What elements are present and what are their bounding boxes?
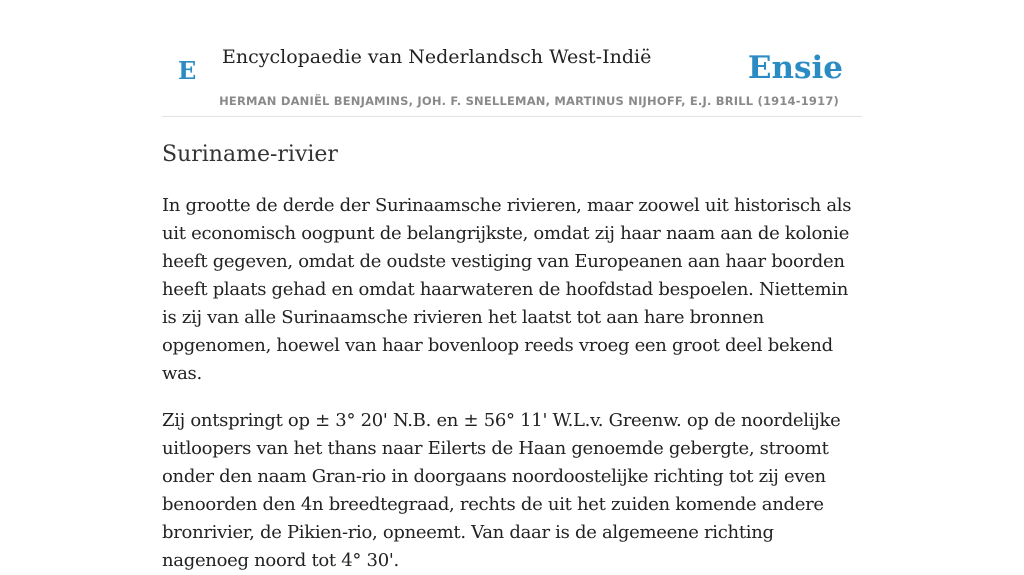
article [162, 138, 864, 575]
encyclopedia-credits: HERMAN DANIËL BENJAMINS, JOH. F. SNELLEMAN, MARTINUS NIJHOFF, E.J. BRILL (1914-1917) [219, 94, 839, 108]
site-logo[interactable]: E [178, 56, 197, 85]
site-header [162, 0, 862, 117]
ensie-brand-link[interactable]: Ensie [747, 50, 843, 86]
article-paragraph: Zij ontspringt op ± 3° 20' N.B. en ± 56° 11' W.L.v. Greenw. op de noordelijke uitloopers van het thans naar Eilerts de Haan genoemde gebergte, stroomt onder den naam Gran-rio in doorgaans noordoostelijke richting tot zij even benoorden den 4n breedtegraad, rechts de uit het zuiden komende andere bronrivier, de Pikien-rio, opneemt. Van daar is de algemeene richting nagenoeg noord tot 4° 30'. [162, 410, 841, 571]
article-paragraph: In grootte de derde der Surinaamsche rivieren, maar zoowel uit historisch als uit economisch oogpunt de belangrijkste, omdat zij haar naam aan de kolonie heeft gegeven, omdat de oudste vestiging van Europeanen aan haar boorden heeft plaats gehad en omdat haarwateren de hoofdstad bespoelen. Niettemin is zij van alle Surinaamsche rivieren het laatst tot aan hare bronnen opgenomen, hoewel van haar bovenloop reeds vroeg een groot deel bekend was. [162, 195, 852, 384]
article-title: Suriname-rivier [162, 142, 338, 167]
encyclopedia-title[interactable]: Encyclopaedie van Nederlandsch West-Indië [222, 46, 652, 68]
